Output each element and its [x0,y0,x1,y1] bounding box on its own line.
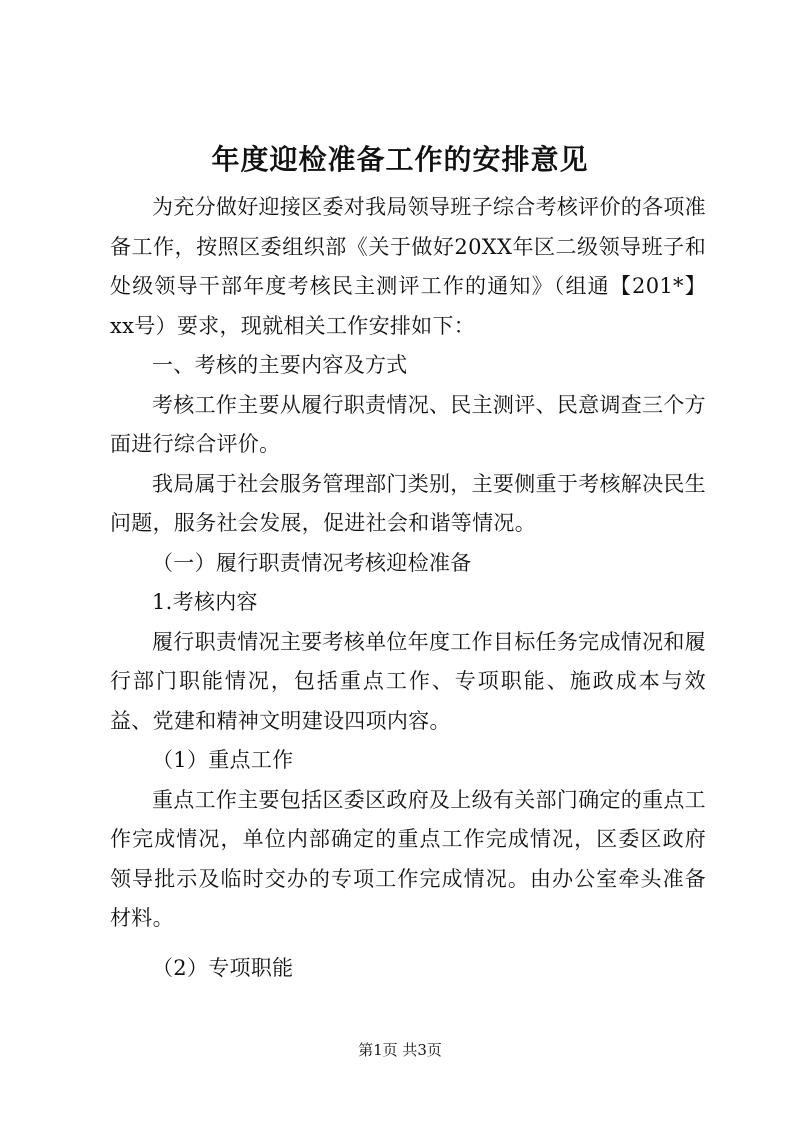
item-heading-special-function: （2）专项职能 [152,955,294,980]
paragraph-key-work: 重点工作主要包括区委区政府及上级有关部门确定的重点工作完成情况，单位内部确定的重点工作完成情况，区委区政府领导批示及临时交办的专项工作完成情况。由办公室牵头准备材料。 [110,787,706,930]
document-title: 年度迎检准备工作的安排意见 [211,143,589,176]
document-body [110,188,706,988]
paragraph-duty-content: 履行职责情况主要考核单位年度工作目标任务完成情况和履行部门职能情况，包括重点工作、专项职能、施政成本与效益、党建和精神文明建设四项内容。 [110,629,706,733]
item-heading-key-work: （1）重点工作 [152,748,294,772]
section-heading-1: 一、考核的主要内容及方式 [152,353,408,377]
page-number-footer: 第1页 共3页 [358,1041,442,1059]
paragraph-assessment-method: 考核工作主要从履行职责情况、民主测评、民意调查三个方面进行综合评价。 [110,392,706,456]
paragraph-intro: 为充分做好迎接区委对我局领导班子综合考核评价的各项准备工作，按照区委组织部《关于做好20XX年区二级领导班子和处级领导干部年度考核民主测评工作的通知》（组通【201*】xx号）要求，现就相关工作安排如下： [110,195,706,338]
item-heading-1: 1.考核内容 [152,590,258,614]
paragraph-department-category: 我局属于社会服务管理部门类别，主要侧重于考核解决民生问题，服务社会发展，促进社会和谐等情况。 [110,471,706,535]
subsection-heading-1: （一）履行职责情况考核迎检准备 [152,550,472,575]
